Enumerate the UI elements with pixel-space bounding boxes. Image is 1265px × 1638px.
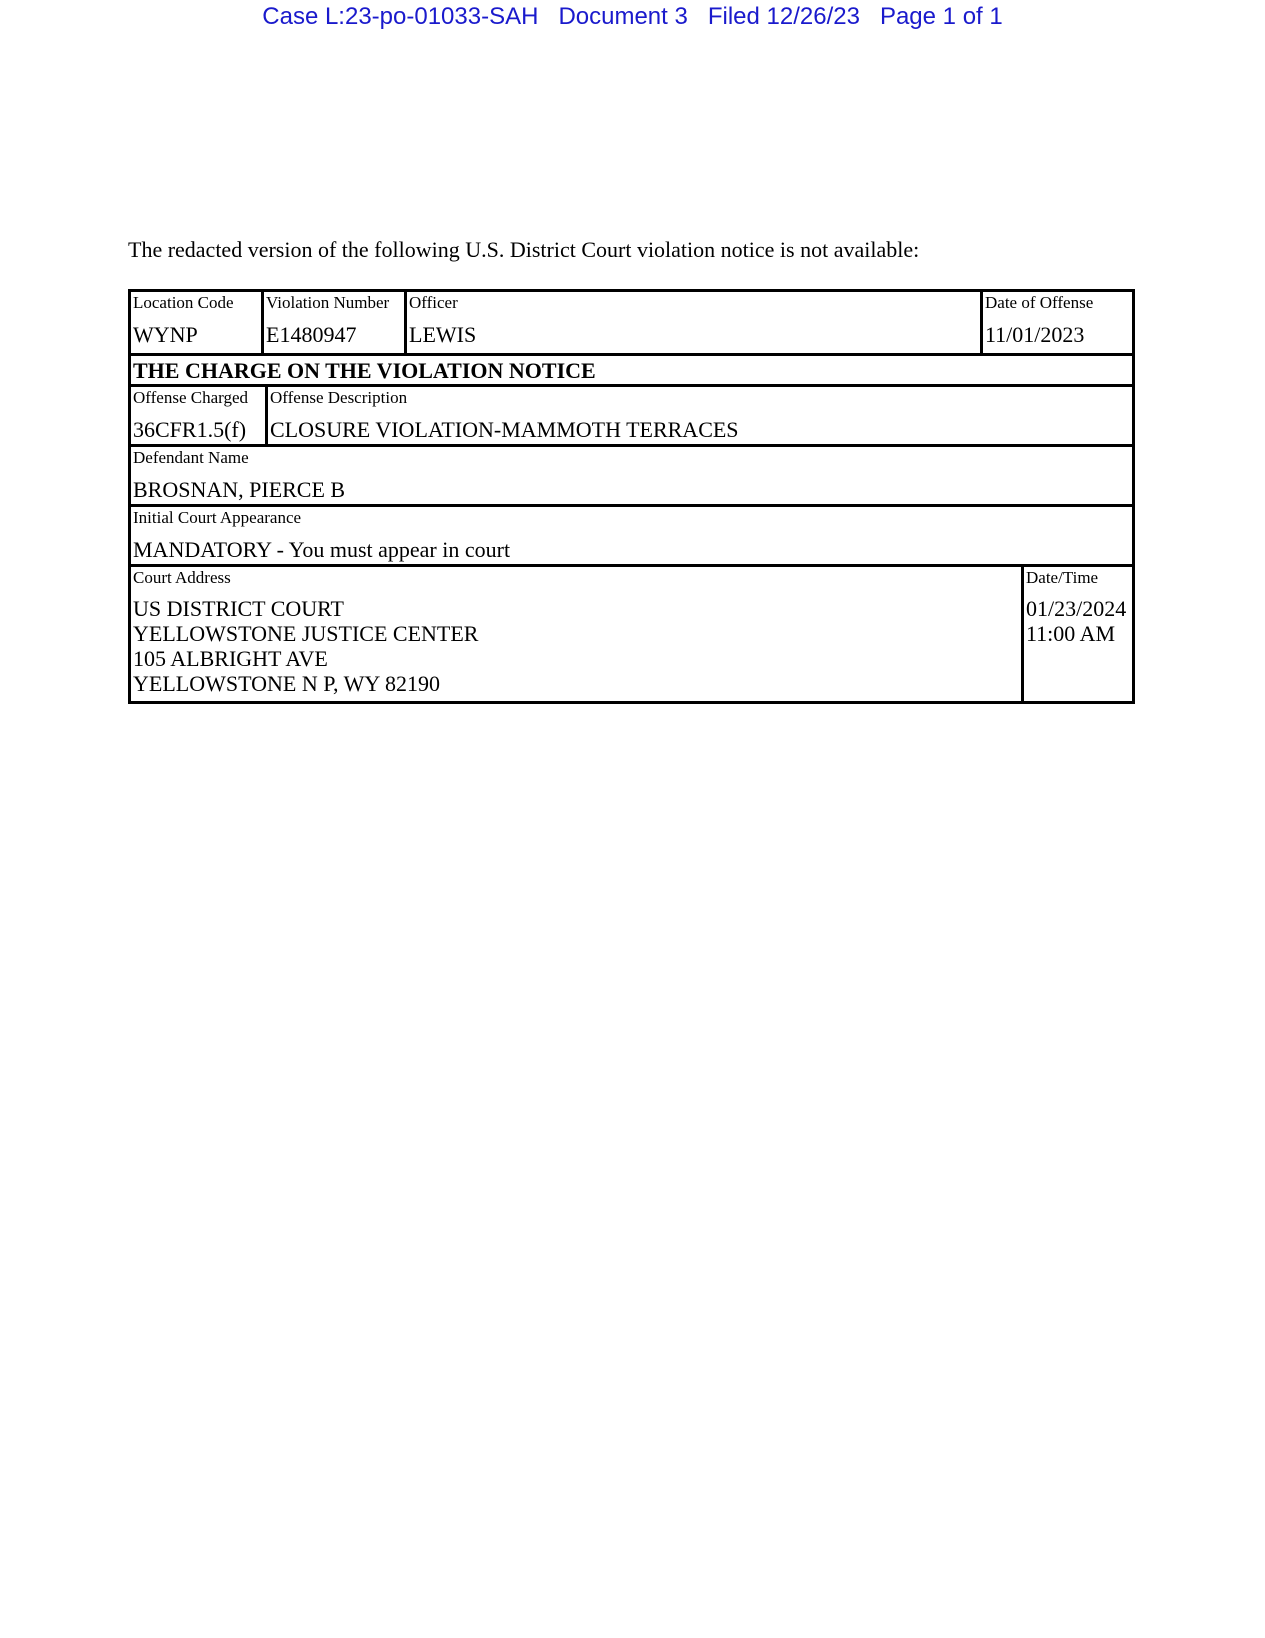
- violation-number-label: Violation Number: [266, 293, 390, 312]
- date-of-offense-label: Date of Offense: [985, 293, 1094, 312]
- defendant-row: [131, 444, 1132, 504]
- initial-appearance-label: Initial Court Appearance: [133, 508, 302, 527]
- location-code-value: WYNP: [133, 322, 198, 347]
- filed-date: Filed 12/26/23: [707, 3, 860, 30]
- court-address-label: Court Address: [133, 568, 231, 587]
- notice-header-row: [131, 292, 1132, 353]
- appearance-date: 01/23/2024: [1026, 596, 1127, 621]
- offense-row: [131, 384, 1132, 444]
- case-number: Case L:23-po-01033-SAH: [262, 3, 539, 30]
- page-number: Page 1 of 1: [879, 3, 1003, 30]
- charge-heading-cell: [131, 356, 1132, 384]
- court-address-line: US DISTRICT COURT: [133, 596, 344, 621]
- officer-value: LEWIS: [409, 322, 477, 347]
- date-time-cell: [1021, 567, 1132, 701]
- violation-number-cell: [261, 292, 404, 353]
- initial-appearance-row: [131, 504, 1132, 564]
- date-of-offense-cell: [980, 292, 1132, 353]
- initial-appearance-cell: [131, 507, 1132, 564]
- court-address-line: YELLOWSTONE JUSTICE CENTER: [133, 621, 479, 646]
- court-address-line: YELLOWSTONE N P, WY 82190: [133, 671, 440, 696]
- offense-description-label: Offense Description: [270, 388, 408, 407]
- violation-number-value: E1480947: [266, 322, 357, 347]
- offense-description-value: CLOSURE VIOLATION-MAMMOTH TERRACES: [270, 417, 739, 442]
- offense-charged-value: 36CFR1.5(f): [133, 417, 247, 442]
- defendant-name-cell: [131, 447, 1132, 504]
- charge-heading-row: [131, 353, 1132, 384]
- location-code-label: Location Code: [133, 293, 234, 312]
- charge-heading: THE CHARGE ON THE VIOLATION NOTICE: [133, 358, 596, 383]
- date-of-offense-value: 11/01/2023: [985, 322, 1085, 347]
- intro-text: The redacted version of the following U.S. District Court violation notice is not available:: [128, 237, 920, 262]
- court-address-line: 105 ALBRIGHT AVE: [133, 646, 328, 671]
- violation-notice-table: [128, 289, 1135, 704]
- officer-cell: [404, 292, 980, 353]
- defendant-name-label: Defendant Name: [133, 448, 249, 467]
- appearance-time: 11:00 AM: [1026, 621, 1116, 646]
- date-time-lines: [1026, 596, 1132, 646]
- document-number: Document 3: [558, 3, 688, 30]
- officer-label: Officer: [409, 293, 458, 312]
- court-address-cell: [131, 567, 1021, 701]
- date-time-label: Date/Time: [1026, 568, 1099, 587]
- location-code-cell: [131, 292, 261, 353]
- offense-charged-label: Offense Charged: [133, 388, 249, 407]
- court-address-lines: [133, 596, 1021, 696]
- offense-charged-cell: [131, 387, 265, 444]
- initial-appearance-value: MANDATORY - You must appear in court: [133, 537, 511, 562]
- case-header: [0, 2, 1265, 32]
- offense-description-cell: [265, 387, 1132, 444]
- defendant-name-value: BROSNAN, PIERCE B: [133, 477, 346, 502]
- court-address-row: [131, 564, 1132, 701]
